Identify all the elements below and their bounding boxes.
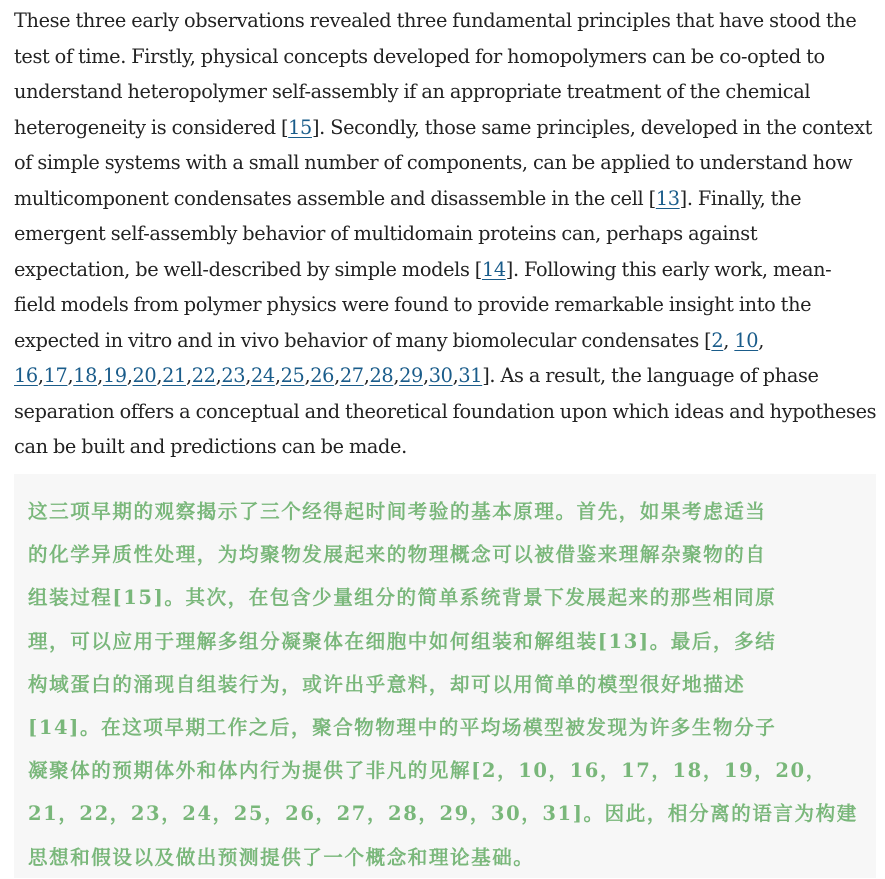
citation-link-17[interactable]: 17 [43,364,68,387]
english-text: , [37,364,44,387]
translation-line: 构域蛋白的涌现自组装行为，或许出乎意料，却可以用简单的模型很好地描述 [28,672,746,696]
translation-paragraph [28,490,868,879]
english-text: field models from polymer physics were found to provide remarkable insight into the [14,293,812,316]
english-text: ]. As a result, the language of phase [482,364,819,387]
citation-link-16[interactable]: 16 [14,364,38,387]
english-text: , [97,364,103,387]
citation-link-20[interactable]: 20 [132,364,157,387]
citation-link-30[interactable]: 30 [428,364,453,387]
english-text: , [215,364,222,387]
english-line [14,429,880,465]
citation-link-10[interactable]: 10 [734,328,759,352]
english-text: , [452,364,459,387]
citation-link-31[interactable]: 31 [458,364,483,387]
translation-line: 组装过程[15]。其次，在包含少量组分的简单系统背景下发展起来的那些相同原 [28,586,777,610]
citation-link-29[interactable]: 29 [399,364,423,387]
citation-link-13[interactable]: 13 [655,186,680,210]
english-text: , [274,364,281,387]
english-text: These three early observations revealed three fundamental principles that have stood the [14,9,857,32]
translation-line: 这三项早期的观察揭示了三个经得起时间考验的基本原理。首先，如果考虑适当 [28,500,767,523]
english-line [14,394,880,430]
english-line [14,287,880,323]
english-line [14,252,880,288]
citation-link-14[interactable]: 14 [481,257,506,281]
english-text: ]. Following this early work, mean- [505,257,832,281]
citation-link-21[interactable]: 21 [162,364,186,387]
citation-link-15[interactable]: 15 [288,115,312,139]
english-text: , [422,364,429,387]
translation-line: 的化学异质性处理，为均聚物发展起来的物理概念可以被借鉴来理解杂聚物的自 [28,543,767,567]
english-text: , [126,364,133,387]
translation-line: 理，可以应用于理解多组分凝聚体在细胞中如何组装和解组装[13]。最后，多结 [28,629,777,653]
english-line [14,358,880,394]
english-paragraph [14,3,880,465]
english-text: , [67,364,74,387]
translation-line: [14]。在这项早期工作之后，聚合物物理中的平均场模型被发现为许多生物分子 [28,716,777,740]
citation-link-23[interactable]: 23 [221,364,246,387]
english-text: ]. Finally, the [679,186,802,210]
english-text: , [304,364,311,387]
citation-link-24[interactable]: 24 [251,364,275,387]
translation-line: 思想和假设以及做出预测提供了一个概念和理论基础。 [28,845,535,869]
english-text: expected in vitro and in vivo behavior of many biomolecular condensates [ [14,328,712,352]
english-text: , [245,364,251,387]
citation-link-28[interactable]: 28 [369,364,394,387]
english-text: emergent self-assembly behavior of multidomain proteins can, perhaps against [14,222,758,245]
translation-box [14,474,876,878]
english-text: expectation, be well-described by simple models [ [14,257,482,281]
english-text: , [334,364,340,387]
english-line [14,74,880,110]
english-text: , [393,364,400,387]
english-line [14,110,880,146]
english-line [14,3,880,39]
english-text: , [185,364,192,387]
english-text: understand heteropolymer self-assembly if an appropriate treatment of the chemical [14,80,811,103]
citation-link-22[interactable]: 22 [191,364,216,387]
translation-line: 凝聚体的预期体外和体内行为提供了非凡的见解[2，10，16，17，18，19，20， [28,759,827,783]
english-line [14,145,880,181]
english-line [14,39,880,75]
english-text: , [723,328,735,352]
citation-link-2[interactable]: 2 [711,328,724,352]
english-line [14,323,880,359]
citation-link-27[interactable]: 27 [339,364,364,387]
english-text: can be built and predictions can be made. [14,435,407,458]
english-text: separation offers a conceptual and theoretical foundation upon which ideas and hypotheses [14,399,877,423]
english-text: ]. Secondly, those same principles, developed in the context [311,115,872,139]
english-text: heterogeneity is considered [ [14,115,289,139]
citation-link-25[interactable]: 25 [280,364,305,387]
citation-link-19[interactable]: 19 [102,364,127,387]
english-text: test of time. Firstly, physical concepts developed for homopolymers can be co-opted to [14,44,825,68]
english-text: , [363,364,370,387]
citation-link-26[interactable]: 26 [310,364,335,387]
citation-link-18[interactable]: 18 [73,364,98,387]
english-text: multicomponent condensates assemble and disassemble in the cell [ [14,186,656,210]
english-text: , [156,364,163,387]
english-line [14,181,880,217]
english-line [14,216,880,252]
english-text: , [758,328,764,352]
english-text: of simple systems with a small number of components, can be applied to understand how [14,151,853,174]
translation-line: 21，22，23，24，25，26，27，28，29，30，31]。因此，相分离的语言为构建 [28,802,858,826]
